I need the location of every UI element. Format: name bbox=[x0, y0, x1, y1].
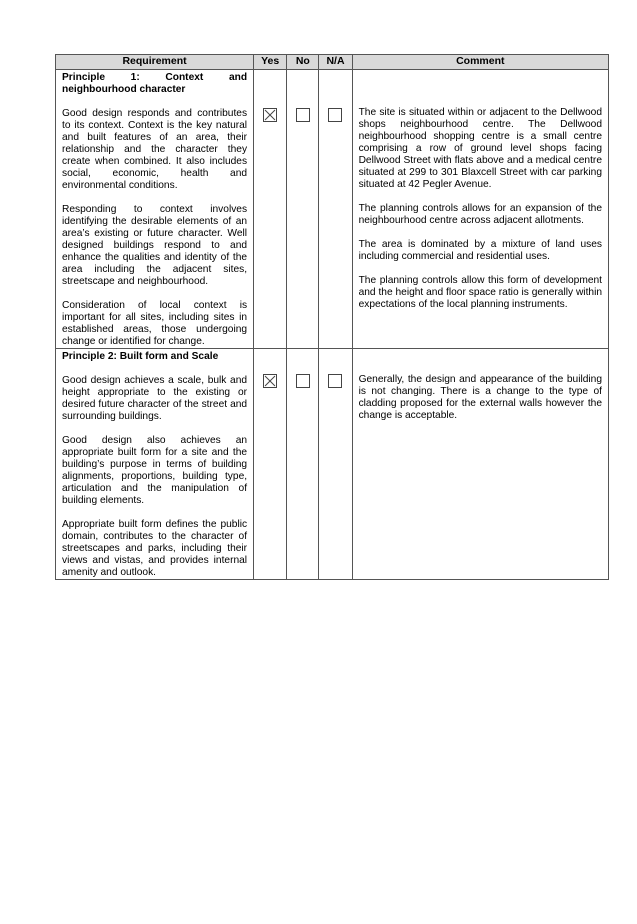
principle-title: Principle 1: Context and neighbourhood character bbox=[62, 72, 248, 95]
comment-paragraph: The site is situated within or adjacent to the Dellwood shops neighbourhood centre. The Dellwood neighbourhood shopping centre is a small centre comprising a row of ground level shops facing Dellwood Street with flats above and a medical centre situated at 299 to 301 Blaxcell Street with car parking situated at 42 Pegler Avenue. bbox=[358, 107, 602, 190]
no-cell bbox=[287, 349, 319, 580]
requirement-paragraph: Good design also achieves an appropriate built form for a site and the building’s purpose in terms of building alignments, proportions, building type, articulation and the manipulation of building elements. bbox=[62, 435, 248, 506]
comment-cell bbox=[352, 349, 608, 580]
header-comment: Comment bbox=[352, 55, 608, 70]
table-header-row bbox=[56, 55, 609, 70]
no-checkbox[interactable] bbox=[296, 374, 310, 388]
yes-cell bbox=[254, 349, 287, 580]
requirement-paragraph: Appropriate built form defines the public domain, contributes to the character of streetscapes and parks, including their views and vistas, and provides internal amenity and outlook. bbox=[62, 519, 248, 578]
na-checkbox[interactable] bbox=[328, 374, 342, 388]
comment-paragraph: The area is dominated by a mixture of land uses including commercial and residential uses. bbox=[358, 239, 602, 262]
check-x-icon bbox=[264, 375, 276, 387]
principle-title: Principle 2: Built form and Scale bbox=[62, 351, 219, 362]
requirements-table bbox=[55, 54, 609, 580]
header-requirement: Requirement bbox=[56, 55, 254, 70]
requirement-cell bbox=[56, 70, 254, 349]
requirement-paragraph: Good design achieves a scale, bulk and height appropriate to the existing or desired future character of the street and surrounding buildings. bbox=[62, 375, 248, 422]
table-row bbox=[56, 70, 609, 349]
requirement-paragraph: Responding to context involves identifying the desirable elements of an area’s existing or future character. Well designed buildings respond to and enhance the qualities and identity of the area including the adjacent sites, streetscape and neighbourhood. bbox=[62, 204, 248, 287]
requirement-paragraph: Good design responds and contributes to its context. Context is the key natural and built features of an area, their relationship and the character they create when combined. It also includes social, economic, health and environmental conditions. bbox=[62, 108, 248, 191]
yes-checkbox[interactable] bbox=[263, 108, 277, 122]
yes-checkbox[interactable] bbox=[263, 374, 277, 388]
comment-paragraph: The planning controls allow this form of development and the height and floor space ratio is generally within expectations of the local planning instruments. bbox=[358, 275, 602, 310]
header-no: No bbox=[287, 55, 319, 70]
comment-paragraph: Generally, the design and appearance of the building is not changing. There is a change to the type of cladding proposed for the external walls however the change is acceptable. bbox=[358, 374, 602, 421]
na-cell bbox=[319, 349, 352, 580]
header-yes: Yes bbox=[254, 55, 287, 70]
check-x-icon bbox=[264, 109, 276, 121]
requirement-paragraph: Consideration of local context is important for all sites, including sites in established areas, those undergoing change or identified for change. bbox=[62, 300, 248, 347]
comment-paragraph: The planning controls allows for an expansion of the neighbourhood centre across adjacent allotments. bbox=[358, 203, 602, 226]
na-cell bbox=[319, 70, 352, 349]
na-checkbox[interactable] bbox=[328, 108, 342, 122]
requirement-cell bbox=[56, 349, 254, 580]
yes-cell bbox=[254, 70, 287, 349]
table-row bbox=[56, 349, 609, 580]
no-cell bbox=[287, 70, 319, 349]
comment-cell bbox=[352, 70, 608, 349]
header-na: N/A bbox=[319, 55, 352, 70]
no-checkbox[interactable] bbox=[296, 108, 310, 122]
